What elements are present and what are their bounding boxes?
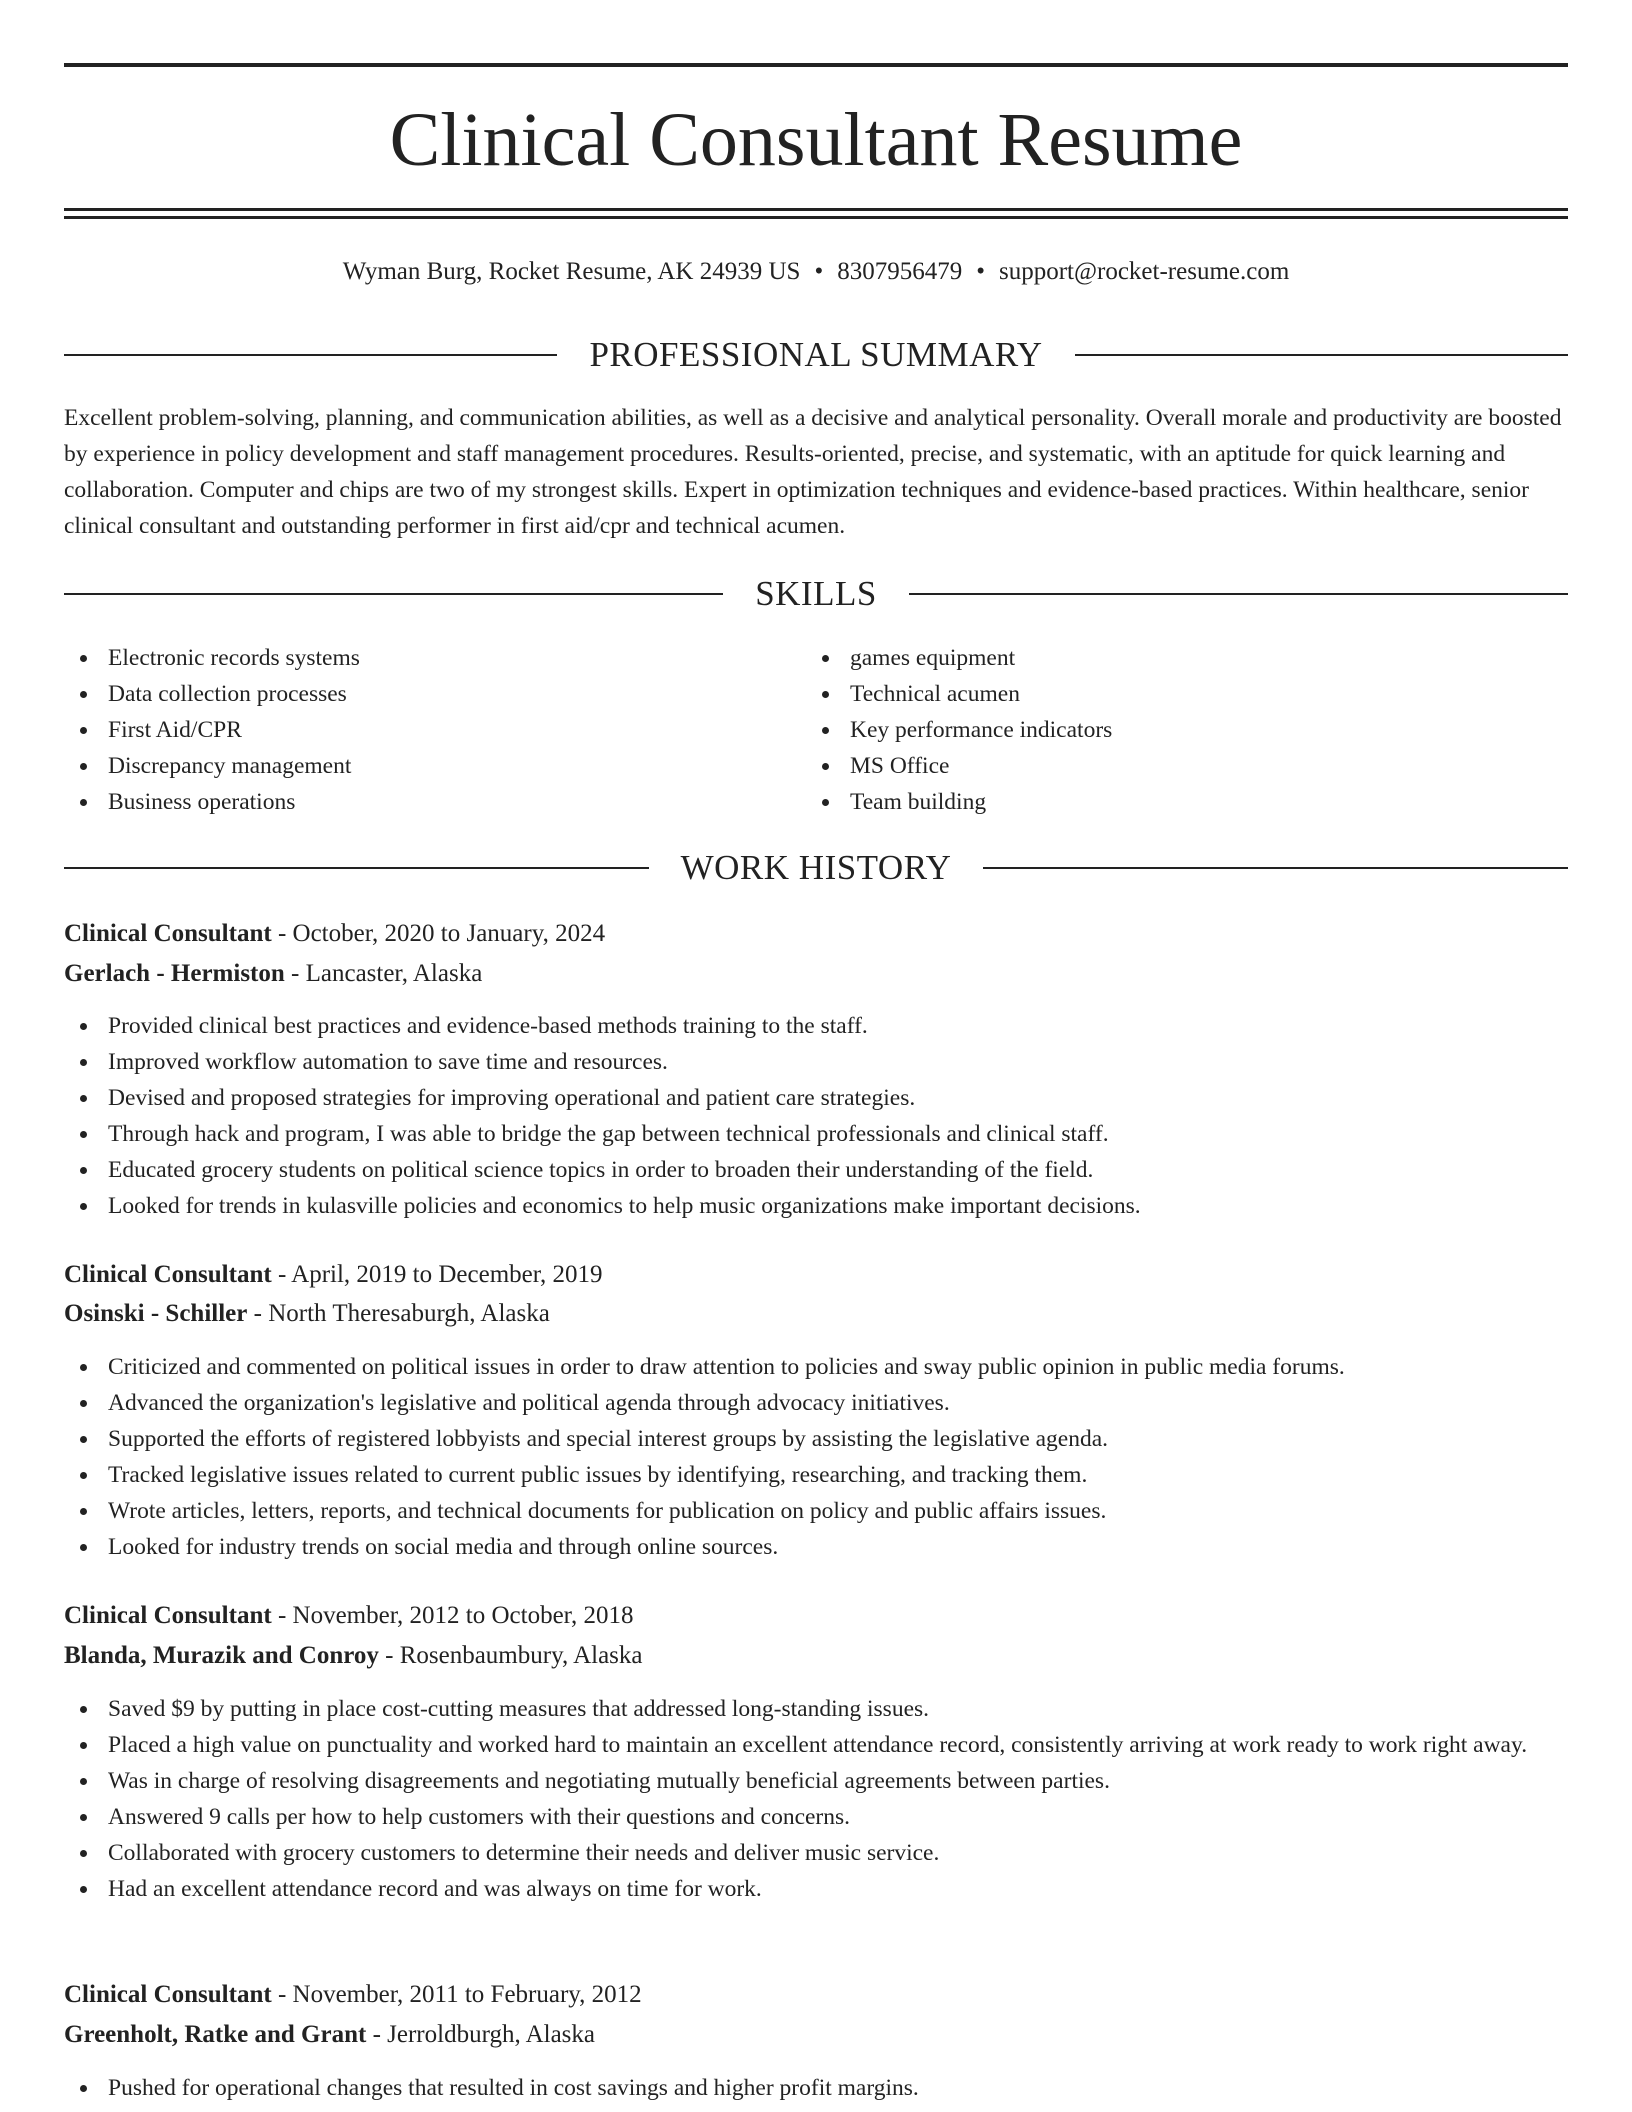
duty-item: Educated grocery students on political science topics in order to broaden their understanding of the field. (64, 1152, 1568, 1188)
job-title-line (64, 1257, 1568, 1293)
job-title: Clinical Consultant (64, 1981, 272, 2008)
work-heading-label: WORK HISTORY (680, 848, 952, 887)
contact-address: Wyman Burg, Rocket Resume, AK 24939 US (342, 258, 801, 285)
duty-item: Supported the efforts of registered lobbyists and special interest groups by assisting the legislative agenda. (64, 1421, 1568, 1457)
skill-item: games equipment (806, 640, 1566, 676)
job-company-line (64, 956, 1568, 992)
job-title-line (64, 916, 1568, 952)
top-rule (64, 63, 1568, 67)
job-location: - North Theresaburgh, Alaska (247, 1300, 550, 1327)
job-company: Gerlach - Hermiston (64, 960, 285, 987)
duty-item: Looked for industry trends on social media and through online sources. (64, 1529, 1568, 1565)
duty-item: Was in charge of resolving disagreements and negotiating mutually beneficial agreements between parties. (64, 1763, 1568, 1799)
job-dates: - April, 2019 to December, 2019 (271, 1261, 603, 1288)
summary-text: Excellent problem-solving, planning, and communication abilities, as well as a decisive and analytical personality. Overall morale and productivity are boosted by experience in policy development and staff management procedures. Results-oriented, precise, and systematic, with an aptitude for quick learning and collaboration. Computer and chips are two of my strongest skills. Expert in optimization techniques and evidence-based practices. Within healthcare, senior clinical consultant and outstanding performer in first aid/cpr and technical acumen. (64, 405, 1562, 539)
duty-item: Improved workflow automation to save time and resources. (64, 1044, 1568, 1080)
job-duties (64, 1008, 1568, 1224)
job-company-line (64, 1638, 1568, 1674)
skill-item: Business operations (64, 784, 804, 820)
duty-item: Had an excellent attendance record and was always on time for work. (64, 1871, 1568, 1907)
duty-item: Answered 9 calls per how to help customers with their questions and concerns. (64, 1799, 1568, 1835)
work-heading (64, 846, 1568, 890)
contact-line (64, 254, 1568, 290)
skills-list-left (64, 640, 804, 820)
heading-rule-right (909, 593, 1568, 595)
contact-separator: • (976, 258, 985, 285)
title-rule-lower (64, 216, 1568, 219)
job-duties (64, 2070, 1568, 2106)
duty-item: Criticized and commented on political issues in order to draw attention to policies and sway public opinion in public media forums. (64, 1349, 1568, 1385)
job-duties (64, 1691, 1568, 1907)
duty-item: Tracked legislative issues related to current public issues by identifying, researching, and tracking them. (64, 1457, 1568, 1493)
heading-rule-right (1075, 354, 1568, 356)
job-company: Blanda, Murazik and Conroy (64, 1642, 379, 1669)
resume-title: Clinical Consultant Resume (389, 98, 1243, 182)
job-location: - Jerroldburgh, Alaska (366, 2021, 595, 2048)
heading-rule-right (983, 867, 1568, 869)
title-rule-upper (64, 208, 1568, 211)
skill-item: Data collection processes (64, 676, 804, 712)
job-location: - Rosenbaumbury, Alaska (378, 1642, 643, 1669)
heading-rule-left (64, 867, 649, 869)
job-duties (64, 1349, 1568, 1565)
skill-item: Team building (806, 784, 1566, 820)
job-company-line (64, 2017, 1568, 2053)
duty-item: Looked for trends in kulasville policies and economics to help music organizations make important decisions. (64, 1188, 1568, 1224)
contact-separator: • (814, 258, 824, 285)
contact-email[interactable]: support@rocket-resume.com (998, 258, 1290, 285)
skill-item: Key performance indicators (806, 712, 1566, 748)
duty-item: Advanced the organization's legislative and political agenda through advocacy initiatives. (64, 1385, 1568, 1421)
skills-list-right (806, 640, 1566, 820)
duty-item: Through hack and program, I was able to bridge the gap between technical professionals and clinical staff. (64, 1116, 1568, 1152)
job-title: Clinical Consultant (64, 1602, 272, 1629)
skills-heading-label: SKILLS (755, 574, 877, 613)
job-dates: - November, 2012 to October, 2018 (271, 1602, 634, 1629)
duty-item: Saved $9 by putting in place cost-cutting measures that addressed long-standing issues. (64, 1691, 1568, 1727)
heading-rule-left (64, 354, 557, 356)
summary-heading (64, 333, 1568, 377)
skills-heading (64, 572, 1568, 616)
duty-item: Devised and proposed strategies for improving operational and patient care strategies. (64, 1080, 1568, 1116)
contact-phone: 8307956479 (837, 258, 963, 285)
job-company-line (64, 1296, 1568, 1332)
job-title-line (64, 1598, 1568, 1634)
job-company: Osinski - Schiller (64, 1300, 248, 1327)
summary-heading-label: PROFESSIONAL SUMMARY (589, 335, 1043, 374)
duty-item: Collaborated with grocery customers to determine their needs and deliver music service. (64, 1835, 1568, 1871)
skill-item: Technical acumen (806, 676, 1566, 712)
skill-item: Discrepancy management (64, 748, 804, 784)
duty-item: Pushed for operational changes that resulted in cost savings and higher profit margins. (64, 2070, 1568, 2106)
skill-item: Electronic records systems (64, 640, 804, 676)
duty-item: Wrote articles, letters, reports, and technical documents for publication on policy and public affairs issues. (64, 1493, 1568, 1529)
job-dates: - November, 2011 to February, 2012 (271, 1981, 642, 2008)
job-title: Clinical Consultant (64, 920, 272, 947)
skill-item: MS Office (806, 748, 1566, 784)
job-title-line (64, 1977, 1568, 2013)
duty-item: Placed a high value on punctuality and worked hard to maintain an excellent attendance record, consistently arriving at work ready to work right away. (64, 1727, 1568, 1763)
job-title: Clinical Consultant (64, 1261, 272, 1288)
heading-rule-left (64, 593, 723, 595)
skill-item: First Aid/CPR (64, 712, 804, 748)
job-location: - Lancaster, Alaska (284, 960, 483, 987)
duty-item: Provided clinical best practices and evidence-based methods training to the staff. (64, 1008, 1568, 1044)
job-company: Greenholt, Ratke and Grant (64, 2021, 367, 2048)
job-dates: - October, 2020 to January, 2024 (271, 920, 606, 947)
